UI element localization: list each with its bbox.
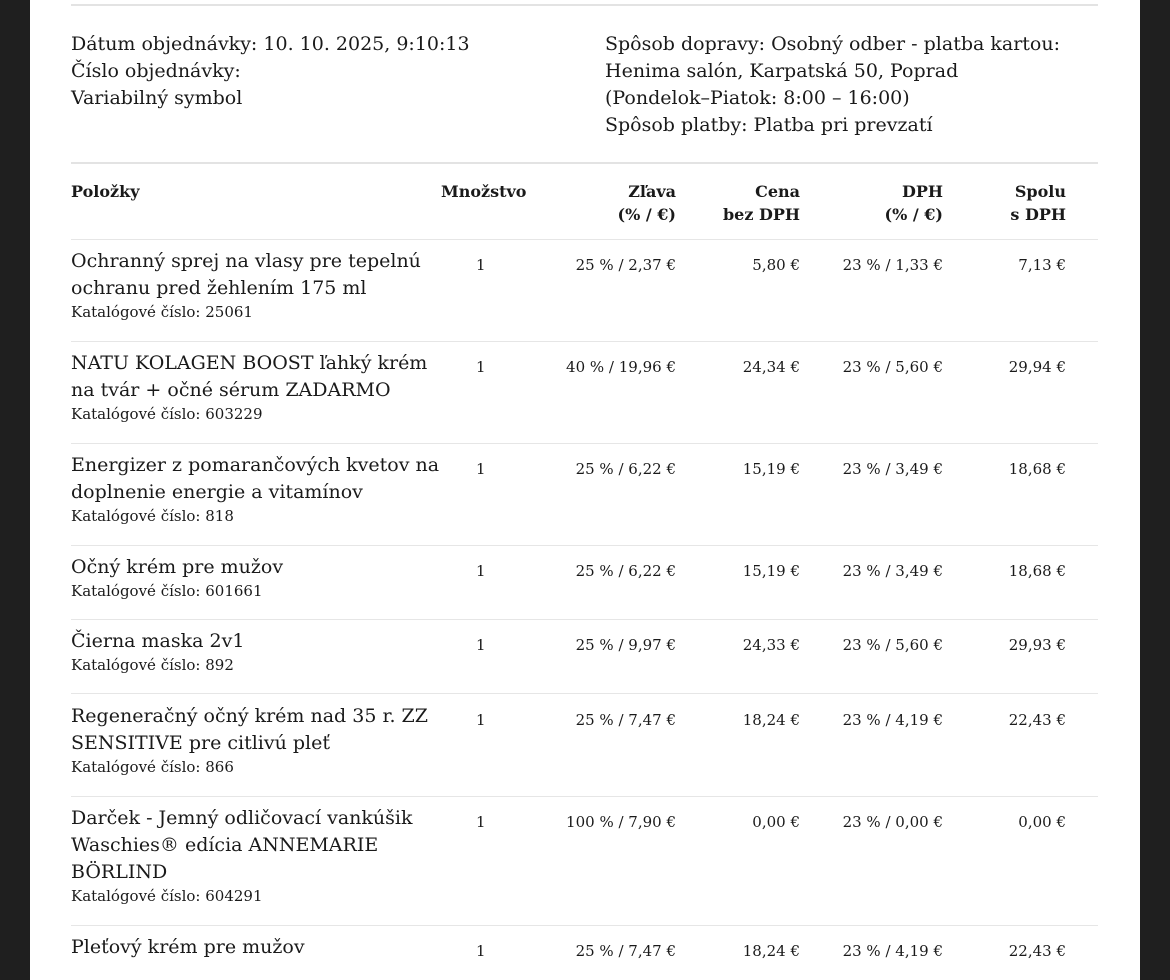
item-name-block [71,350,451,424]
item-total: 29,94 € [1008,358,1066,376]
header-items: Položky [71,182,140,201]
item-total: 22,43 € [1008,942,1066,960]
item-vat: 23 % / 4,19 € [842,942,943,960]
item-name: Darček - Jemný odličovací vankúšik Waschies® edícia ANNEMARIE BÖRLIND [71,807,413,883]
item-name-block [71,703,451,777]
item-total: 22,43 € [1008,711,1066,729]
item-catalog-number: Katalógové číslo: 603229 [71,405,263,423]
item-discount: 25 % / 2,37 € [575,256,676,274]
item-catalog-number: Katalógové číslo: 604291 [71,887,263,905]
item-name-block [71,805,426,906]
item-price: 24,33 € [742,636,800,654]
item-price: 24,34 € [742,358,800,376]
item-discount: 100 % / 7,90 € [566,813,676,831]
order-date-label: Dátum objednávky: [71,33,258,55]
header-price-line2: bez DPH [722,205,800,224]
row-divider [71,796,1098,797]
item-total: 29,93 € [1008,636,1066,654]
header-vat-line2: (% / €) [884,205,943,224]
row-divider [71,693,1098,694]
item-name: Regeneračný očný krém nad 35 r. ZZ SENSITIVE pre citlivú pleť [71,705,428,754]
header-total-line1: Spolu [1014,182,1066,201]
row-divider [71,619,1098,620]
order-number [71,58,470,85]
item-quantity: 1 [476,813,486,831]
item-discount: 25 % / 9,97 € [575,636,676,654]
item-vat: 23 % / 4,19 € [842,711,943,729]
item-price: 15,19 € [742,460,800,478]
item-price: 18,24 € [742,711,800,729]
header-vat-line1: DPH [901,182,943,201]
header-discount [618,180,676,226]
item-price: 0,00 € [752,813,800,831]
shipping-address: Henima salón, Karpatská 50, Poprad [605,60,959,82]
item-discount: 25 % / 7,47 € [575,942,676,960]
item-discount: 40 % / 19,96 € [566,358,676,376]
item-catalog-number: Katalógové číslo: 818 [71,507,234,525]
item-discount: 25 % / 6,22 € [575,562,676,580]
item-vat: 23 % / 3,49 € [842,562,943,580]
shipping-hours: (Pondelok–Piatok: 8:00 – 16:00) [605,87,910,109]
payment-method: Spôsob platby: Platba pri prevzatí [605,114,933,136]
item-name-block [71,554,451,601]
item-vat: 23 % / 5,60 € [842,358,943,376]
row-divider [71,545,1098,546]
item-total: 7,13 € [1018,256,1066,274]
header-price-line1: Cena [755,182,800,201]
item-catalog-number: Katalógové číslo: 601661 [71,582,263,600]
item-name-block [71,452,451,526]
item-name: Pleťový krém pre mužov [71,936,305,958]
item-vat: 23 % / 0,00 € [842,813,943,831]
header-total [1010,180,1066,226]
variable-symbol [71,85,470,112]
order-info [71,31,470,112]
header-quantity: Množstvo [441,182,527,201]
item-name-block [71,934,451,961]
header-discount-line1: Zľava [628,182,676,201]
header-divider [71,239,1098,240]
item-name: NATU KOLAGEN BOOST ľahký krém na tvár + očné sérum ZADARMO [71,352,428,401]
item-total: 0,00 € [1018,813,1066,831]
item-price: 15,19 € [742,562,800,580]
item-name-block [71,248,451,322]
item-name-block [71,628,451,675]
item-quantity: 1 [476,460,486,478]
shipping-method: Spôsob dopravy: Osobný odber - platba kartou: [605,33,1060,55]
item-vat: 23 % / 1,33 € [842,256,943,274]
row-divider [71,443,1098,444]
item-total: 18,68 € [1008,460,1066,478]
item-name: Čierna maska 2v1 [71,630,245,652]
item-catalog-number: Katalógové číslo: 25061 [71,303,253,321]
header-vat [885,180,943,226]
item-quantity: 1 [476,942,486,960]
row-divider [71,341,1098,342]
row-divider [71,925,1098,926]
item-price: 18,24 € [742,942,800,960]
shipping-info [605,31,1060,139]
item-name: Očný krém pre mužov [71,556,284,578]
item-quantity: 1 [476,358,486,376]
item-quantity: 1 [476,636,486,654]
info-divider [71,162,1098,164]
item-discount: 25 % / 6,22 € [575,460,676,478]
top-divider [71,4,1098,6]
item-quantity: 1 [476,256,486,274]
order-date-value: 10. 10. 2025, 9:10:13 [263,33,470,55]
item-total: 18,68 € [1008,562,1066,580]
item-catalog-number: Katalógové číslo: 866 [71,758,234,776]
variable-symbol-label: Variabilný symbol [71,87,243,109]
item-catalog-number: Katalógové číslo: 892 [71,656,234,674]
order-date [71,31,470,58]
order-number-label: Číslo objednávky: [71,60,241,82]
item-vat: 23 % / 3,49 € [842,460,943,478]
item-price: 5,80 € [752,256,800,274]
item-quantity: 1 [476,711,486,729]
header-discount-line2: (% / €) [617,205,676,224]
header-total-line2: s DPH [1010,205,1066,224]
order-document [30,0,1140,980]
item-quantity: 1 [476,562,486,580]
item-discount: 25 % / 7,47 € [575,711,676,729]
item-name: Ochranný sprej na vlasy pre tepelnú ochranu pred žehlením 175 ml [71,250,421,299]
header-price [723,180,800,226]
item-name: Energizer z pomarančových kvetov na doplnenie energie a vitamínov [71,454,440,503]
item-vat: 23 % / 5,60 € [842,636,943,654]
